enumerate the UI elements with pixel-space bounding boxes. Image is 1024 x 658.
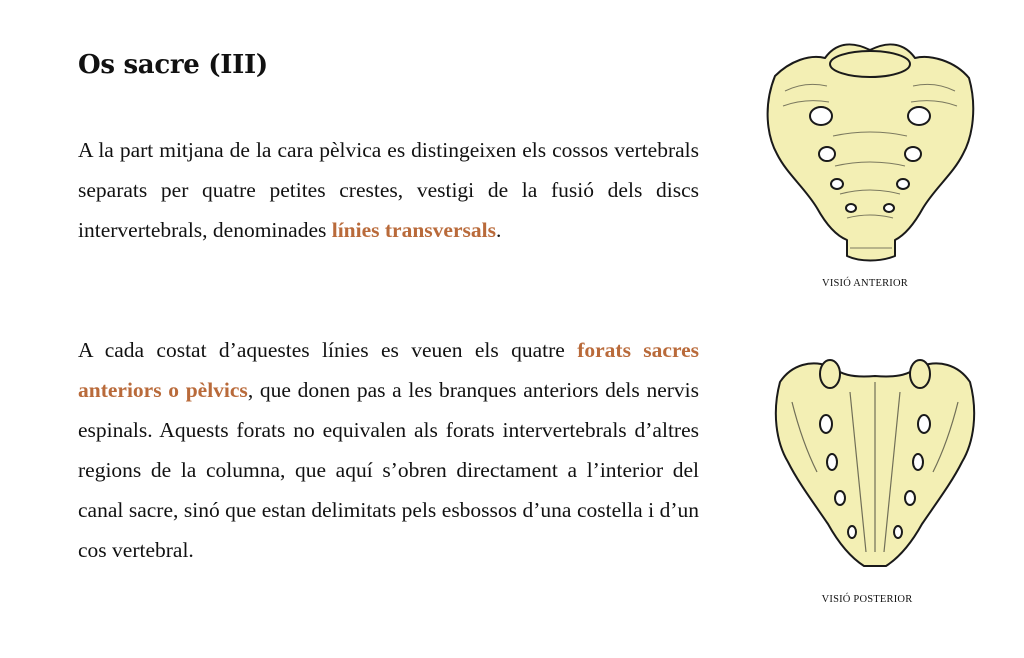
page-title: Os sacre (III): [78, 50, 268, 80]
paragraph-transverse-lines: [78, 130, 699, 250]
paragraph-sacral-foramina: [78, 330, 699, 570]
highlight-term-transverse-lines: línies transversals: [331, 218, 496, 242]
caption-anterior-view: VISIÓ ANTERIOR: [822, 278, 908, 289]
highlight-term-sacral-foramina: forats sacres anteriors o pèlvics: [78, 338, 700, 402]
paragraph-text: A la part mitjana de la cara pèlvica es distingeixen els cossos vertebrals separats per quatre petites crestes, vestigi de la fusió dels discs intervertebrals, denominades: [78, 138, 699, 242]
sacrum-posterior-illustration: [762, 352, 988, 578]
paragraph-text: A cada costat d’aquestes línies es veuen els quatre: [78, 338, 578, 362]
paragraph-text: .: [495, 218, 502, 242]
caption-posterior-view: VISIÓ POSTERIOR: [821, 594, 913, 605]
sacrum-anterior-illustration: [755, 36, 985, 264]
paragraph-text: , que donen pas a les branques anteriors dels nervis espinals. Aquests forats no equivalen als forats intervertebrals d’altres regions de la columna, que aquí s’obren directament a l’interior del canal sacre, sinó que estan delimitats pels esbossos d’una costella i d’un cos vertebral.: [78, 378, 699, 562]
